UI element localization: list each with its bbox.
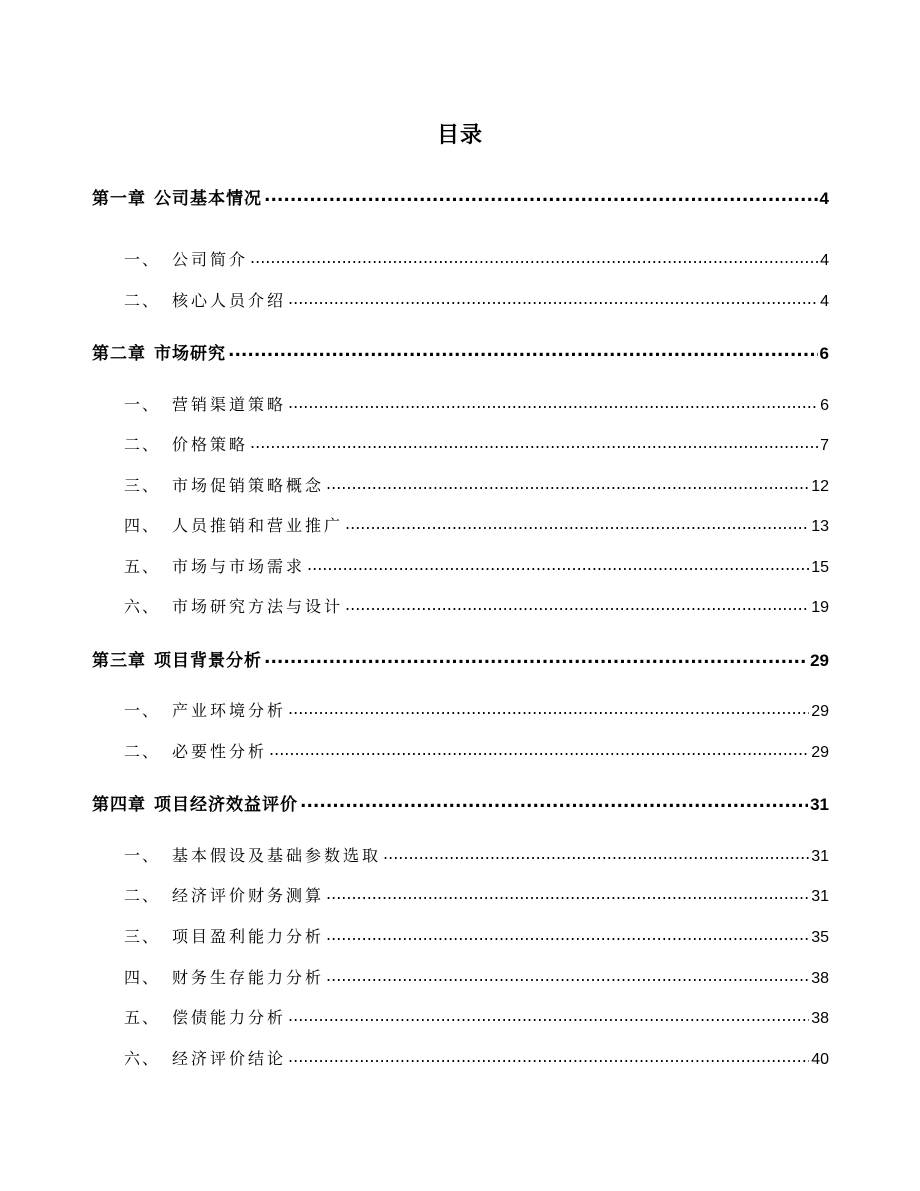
- dot-leader: [326, 475, 809, 491]
- toc-entry-number: 四、: [124, 516, 161, 535]
- dot-leader: [326, 967, 809, 983]
- toc-section-2-6[interactable]: [124, 594, 829, 617]
- toc-section-2-4[interactable]: [124, 513, 829, 536]
- toc-entry-number: 六、: [124, 597, 161, 616]
- dot-leader: [269, 741, 809, 757]
- toc-entry-number: 三、: [124, 476, 161, 495]
- toc-entry-page: 31: [810, 795, 829, 814]
- toc-entry-title: 项目盈利能力分析: [172, 927, 325, 946]
- dot-leader: [383, 845, 809, 861]
- toc-entry-title: 公司简介: [172, 250, 249, 269]
- toc-entry-page: 4: [820, 293, 829, 310]
- toc-entry-page: 15: [811, 559, 829, 576]
- dot-leader: [264, 649, 808, 666]
- toc-entry-number: 五、: [124, 557, 161, 576]
- toc-entry-title: 营销渠道策略: [172, 395, 287, 414]
- dot-leader: [307, 556, 809, 572]
- toc-entry-number: 四、: [124, 968, 161, 987]
- toc-entry-title: 经济评价财务测算: [172, 886, 325, 905]
- toc-entry-page: 6: [820, 397, 829, 414]
- toc-entry-page: 12: [811, 478, 829, 495]
- toc-section-1-2[interactable]: [124, 288, 829, 311]
- toc-section-2-3[interactable]: [124, 473, 829, 496]
- toc-entry-number: 六、: [124, 1049, 161, 1068]
- dot-leader: [288, 1048, 809, 1064]
- toc-entry-page: 29: [811, 744, 829, 761]
- toc-entry-page: 4: [820, 252, 829, 269]
- toc-section-3-2[interactable]: [124, 739, 829, 762]
- toc-entry-number: 二、: [124, 435, 161, 454]
- toc-entry-number: 第一章: [92, 189, 146, 209]
- toc-entry-title: 经济评价结论: [172, 1049, 287, 1068]
- toc-entry-title: 公司基本情况: [154, 189, 262, 209]
- toc-entry-page: 38: [811, 1010, 829, 1027]
- dot-leader: [288, 700, 809, 716]
- dot-leader: [300, 793, 808, 810]
- toc-chapter-4[interactable]: [92, 790, 829, 815]
- dot-leader: [288, 290, 818, 306]
- toc-entry-title: 必要性分析: [172, 742, 268, 761]
- dot-leader: [288, 394, 818, 410]
- dot-leader: [326, 926, 809, 942]
- toc-section-4-4[interactable]: [124, 965, 829, 988]
- dot-leader: [250, 434, 818, 450]
- toc-section-4-1[interactable]: [124, 843, 829, 866]
- toc-entry-title: 财务生存能力分析: [172, 968, 325, 987]
- toc-entry-number: 二、: [124, 886, 161, 905]
- toc-entry-title: 核心人员介绍: [172, 291, 287, 310]
- toc-entry-title: 价格策略: [172, 435, 249, 454]
- toc-entry-title: 项目背景分析: [154, 651, 262, 671]
- toc-section-4-5[interactable]: [124, 1005, 829, 1028]
- toc-entry-title: 市场研究方法与设计: [172, 597, 344, 616]
- dot-leader: [345, 596, 809, 612]
- toc-entry-title: 人员推销和营业推广: [172, 516, 344, 535]
- page-title: 目录: [436, 123, 483, 148]
- toc-entry-page: 31: [811, 848, 829, 865]
- toc-entry-number: 第三章: [92, 651, 146, 671]
- dot-leader: [264, 187, 818, 204]
- toc-entry-title: 项目经济效益评价: [154, 795, 298, 815]
- dot-leader: [288, 1007, 809, 1023]
- toc-chapter-1[interactable]: [92, 184, 829, 209]
- toc-entry-number: 一、: [124, 701, 161, 720]
- toc-entry-number: 一、: [124, 250, 161, 269]
- toc-entry-page: 29: [811, 703, 829, 720]
- toc-section-2-2[interactable]: [124, 432, 829, 455]
- toc-entry-title: 基本假设及基础参数选取: [172, 846, 382, 865]
- dot-leader: [326, 885, 809, 901]
- toc-chapter-3[interactable]: [92, 646, 829, 671]
- toc-entry-title: 市场研究: [154, 344, 226, 364]
- dot-leader: [228, 342, 818, 359]
- toc-entry-page: 38: [811, 970, 829, 987]
- toc-entry-page: 29: [810, 651, 829, 670]
- toc-entry-number: 三、: [124, 927, 161, 946]
- toc-entry-number: 一、: [124, 395, 161, 414]
- toc-entry-title: 市场促销策略概念: [172, 476, 325, 495]
- toc-entry-page: 13: [811, 518, 829, 535]
- toc-entry-number: 五、: [124, 1008, 161, 1027]
- toc-entry-page: 7: [820, 437, 829, 454]
- toc-entry-number: 二、: [124, 742, 161, 761]
- toc-entry-title: 市场与市场需求: [172, 557, 306, 576]
- toc-section-2-5[interactable]: [124, 554, 829, 577]
- toc-section-2-1[interactable]: [124, 392, 829, 415]
- toc-section-1-1[interactable]: [124, 247, 829, 270]
- toc-entry-page: 31: [811, 888, 829, 905]
- toc-entry-page: 4: [819, 189, 829, 208]
- toc-entry-number: 一、: [124, 846, 161, 865]
- toc-entry-number: 第二章: [92, 344, 146, 364]
- dot-leader: [250, 249, 818, 265]
- toc-entry-title: 偿债能力分析: [172, 1008, 287, 1027]
- toc-entry-number: 二、: [124, 291, 161, 310]
- toc-chapter-2[interactable]: [92, 339, 829, 364]
- toc-entry-title: 产业环境分析: [172, 701, 287, 720]
- toc-entry-page: 40: [811, 1051, 829, 1068]
- toc-section-4-2[interactable]: [124, 883, 829, 906]
- toc-section-3-1[interactable]: [124, 698, 829, 721]
- toc-entry-page: 35: [811, 929, 829, 946]
- toc-section-4-3[interactable]: [124, 924, 829, 947]
- toc-entry-page: 19: [811, 599, 829, 616]
- toc-entry-page: 6: [819, 344, 829, 363]
- dot-leader: [345, 515, 809, 531]
- toc-section-4-6[interactable]: [124, 1046, 829, 1069]
- toc-entry-number: 第四章: [92, 795, 146, 815]
